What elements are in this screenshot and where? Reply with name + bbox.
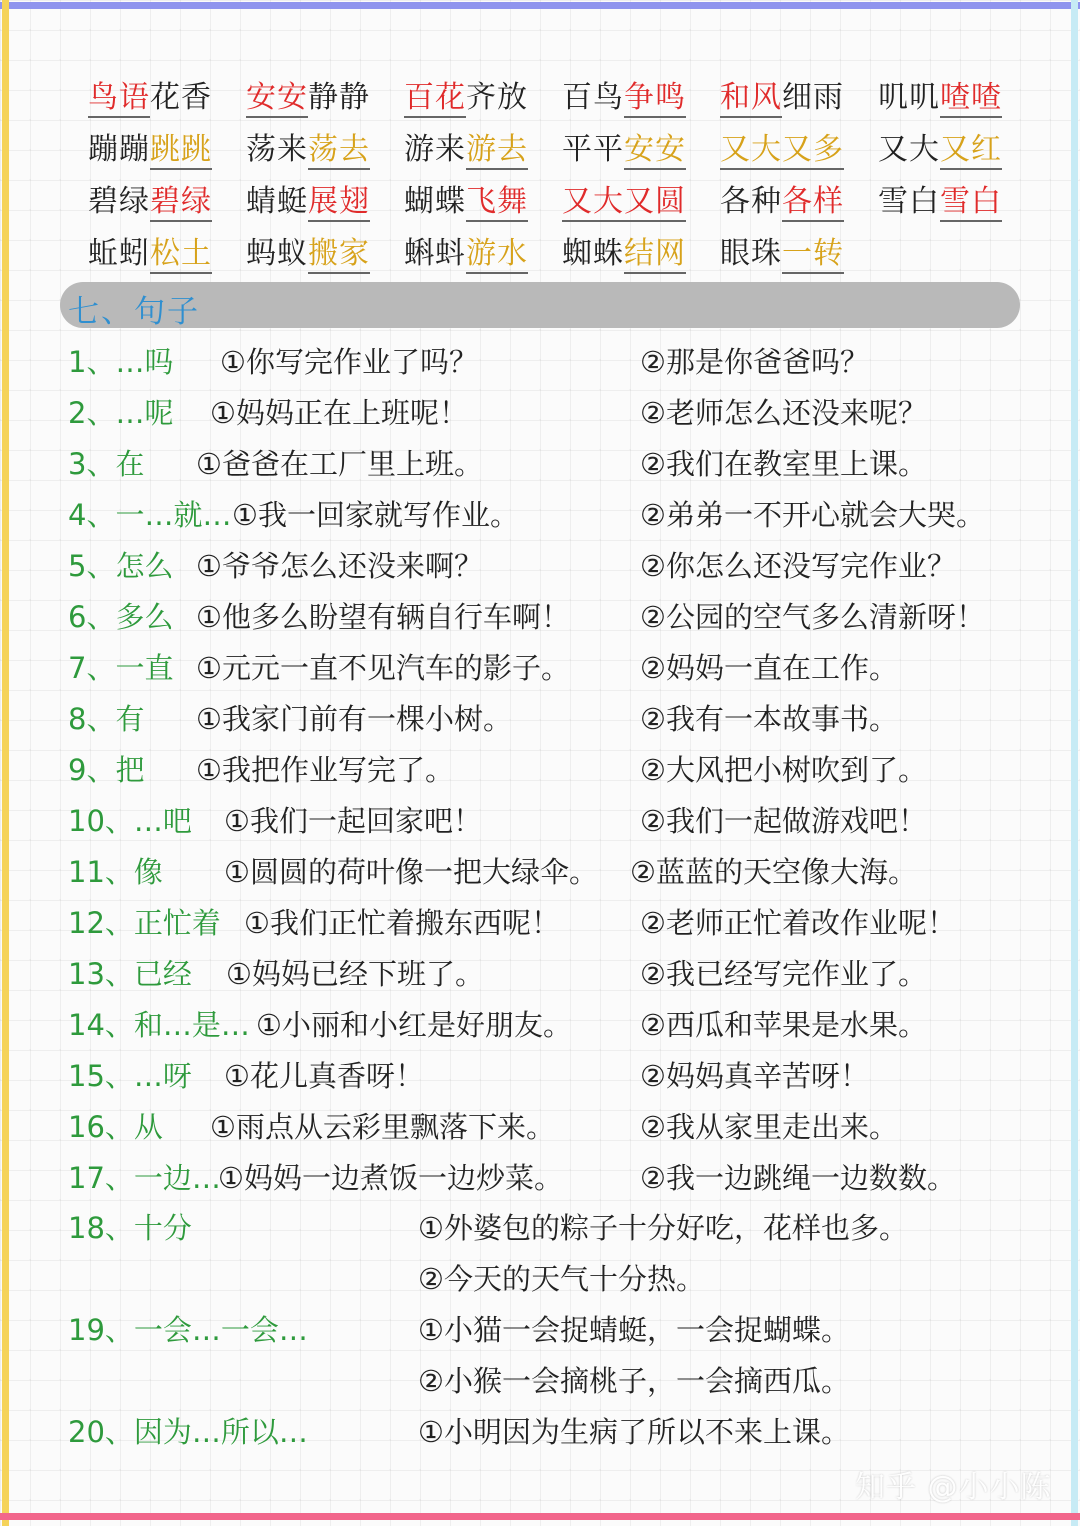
word-part-b: 各样	[782, 184, 844, 222]
example-2: ②我们一起做游戏吧！	[640, 804, 927, 838]
word-part-a: 蜘蛛	[562, 236, 624, 271]
section-banner	[60, 282, 1020, 328]
pattern-label: 15、…呀	[68, 1059, 192, 1093]
pattern-label: 9、把	[68, 753, 145, 787]
word-part-b: 又圆	[624, 184, 686, 222]
example-2: ②我们在教室里上课。	[640, 447, 927, 481]
example-2: ②老师正忙着改作业呢！	[640, 906, 956, 940]
word-part-b: 安安	[624, 132, 686, 170]
word-part-b: 又多	[782, 132, 844, 170]
word-part-a: 荡来	[246, 132, 308, 167]
word-part-b: 一转	[782, 236, 844, 274]
example-1: ①外婆包的粽子十分好吃，花样也多。	[418, 1211, 908, 1245]
word-part-b: 松土	[150, 236, 212, 274]
example-2: ②公园的空气多么清新呀！	[640, 600, 985, 634]
example-1: ①爸爸在工厂里上班。	[196, 447, 483, 481]
word-part-b: 结网	[624, 236, 686, 274]
right-border	[1071, 0, 1078, 1526]
word-part-a: 百花	[404, 80, 466, 118]
example-1: ①妈妈一边煮饭一边炒菜。	[218, 1161, 563, 1195]
pattern-label: 13、已经	[68, 957, 192, 991]
example-2: ②我已经写完作业了。	[640, 957, 927, 991]
word-item	[88, 124, 246, 168]
word-part-a: 又大	[720, 132, 782, 170]
example-1: ①我一回家就写作业。	[232, 498, 519, 532]
word-part-a: 碧绿	[88, 184, 150, 219]
word-part-b: 飞舞	[466, 184, 528, 222]
word-item	[88, 176, 246, 220]
word-part-a: 百鸟	[562, 80, 624, 115]
word-grid	[88, 68, 1048, 276]
word-item	[404, 176, 562, 220]
pattern-label: 12、正忙着	[68, 906, 221, 940]
word-part-a: 鸟语	[88, 80, 150, 118]
word-part-a: 又大	[562, 184, 624, 222]
pattern-label: 1、…吗	[68, 345, 174, 379]
example-1: ①小丽和小红是好朋友。	[256, 1008, 572, 1042]
word-item	[246, 72, 404, 116]
word-item	[720, 72, 878, 116]
word-item	[88, 72, 246, 116]
word-part-b: 花香	[150, 80, 212, 115]
word-part-b: 跳跳	[150, 132, 212, 170]
example-2: ②小猴一会摘桃子，一会摘西瓜。	[418, 1364, 850, 1398]
example-1: ①妈妈正在上班呢！	[210, 396, 468, 430]
word-part-b: 静静	[308, 80, 370, 115]
word-item	[720, 176, 878, 220]
word-part-b: 又红	[940, 132, 1002, 170]
word-part-a: 眼珠	[720, 236, 782, 271]
word-row	[88, 224, 1048, 276]
example-2: ②我有一本故事书。	[640, 702, 898, 736]
word-item	[878, 176, 1036, 220]
word-item	[246, 124, 404, 168]
example-2: ②你怎么还没写完作业？	[640, 549, 956, 583]
word-part-a: 叽叽	[878, 80, 940, 115]
word-part-a: 安安	[246, 80, 308, 118]
left-border	[2, 0, 9, 1526]
pattern-label: 6、多么	[68, 600, 174, 634]
example-2: ②那是你爸爸吗？	[640, 345, 869, 379]
pattern-label: 16、从	[68, 1110, 163, 1144]
word-item	[562, 124, 720, 168]
example-1: ①妈妈已经下班了。	[226, 957, 484, 991]
word-part-a: 蝌蚪	[404, 236, 466, 271]
word-part-a: 雪白	[878, 184, 940, 219]
word-item	[562, 176, 720, 220]
pattern-label: 2、…呢	[68, 396, 174, 430]
pattern-label: 14、和…是…	[68, 1008, 250, 1042]
pattern-label: 3、在	[68, 447, 145, 481]
example-1: ①我们正忙着搬东西呢！	[244, 906, 560, 940]
word-part-a: 和风	[720, 80, 782, 118]
word-item	[246, 176, 404, 220]
word-part-b: 搬家	[308, 236, 370, 274]
pattern-label: 18、十分	[68, 1211, 192, 1245]
example-2: ②老师怎么还没来呢？	[640, 396, 927, 430]
pattern-label: 4、一…就…	[68, 498, 232, 532]
example-2: ②我从家里走出来。	[640, 1110, 898, 1144]
example-2: ②蓝蓝的天空像大海。	[630, 855, 917, 889]
word-part-b: 喳喳	[940, 80, 1002, 118]
example-1: ①你写完作业了吗？	[220, 345, 478, 379]
example-1: ①我们一起回家吧！	[224, 804, 482, 838]
pattern-label: 8、有	[68, 702, 145, 736]
example-2: ②妈妈真辛苦呀！	[640, 1059, 869, 1093]
example-1: ①爷爷怎么还没来啊？	[196, 549, 483, 583]
word-row	[88, 68, 1048, 120]
word-part-a: 蚂蚁	[246, 236, 308, 271]
word-part-a: 平平	[562, 132, 624, 167]
example-2: ②大风把小树吹到了。	[640, 753, 927, 787]
word-part-a: 蚯蚓	[88, 236, 150, 271]
word-part-a: 各种	[720, 184, 782, 219]
word-part-a: 蹦蹦	[88, 132, 150, 167]
word-item	[562, 228, 720, 272]
example-1: ①他多么盼望有辆自行车啊！	[196, 600, 570, 634]
example-2: ②妈妈一直在工作。	[640, 651, 898, 685]
word-part-b: 展翅	[308, 184, 370, 222]
word-part-b: 雪白	[940, 184, 1002, 222]
word-part-a: 蜻蜓	[246, 184, 308, 219]
example-1: ①元元一直不见汽车的影子。	[196, 651, 570, 685]
word-part-b: 齐放	[466, 80, 528, 115]
example-2: ②今天的天气十分热。	[418, 1262, 705, 1296]
example-1: ①我把作业写完了。	[196, 753, 454, 787]
watermark: 知乎 @小小陈	[855, 1470, 1052, 1505]
pattern-label: 7、一直	[68, 651, 174, 685]
pattern-label: 5、怎么	[68, 549, 174, 583]
example-1: ①我家门前有一棵小树。	[196, 702, 512, 736]
word-part-b: 细雨	[782, 80, 844, 115]
top-border	[0, 2, 1080, 9]
example-1: ①花儿真香呀！	[224, 1059, 424, 1093]
word-part-b: 荡去	[308, 132, 370, 170]
example-2: ②弟弟一不开心就会大哭。	[640, 498, 985, 532]
word-part-a: 又大	[878, 132, 940, 167]
word-item	[878, 124, 1036, 168]
word-part-b: 游去	[466, 132, 528, 170]
word-item	[720, 228, 878, 272]
word-item	[878, 72, 1036, 116]
pattern-label: 17、一边…	[68, 1161, 221, 1195]
example-2: ②西瓜和苹果是水果。	[640, 1008, 927, 1042]
example-2: ②我一边跳绳一边数数。	[640, 1161, 956, 1195]
example-1: ①小明因为生病了所以不来上课。	[418, 1415, 850, 1449]
example-1: ①小猫一会捉蜻蜓，一会捉蝴蝶。	[418, 1313, 850, 1347]
word-item	[404, 228, 562, 272]
word-item	[562, 72, 720, 116]
word-part-a: 游来	[404, 132, 466, 167]
example-1: ①雨点从云彩里飘落下来。	[210, 1110, 555, 1144]
pattern-label: 20、因为…所以…	[68, 1415, 308, 1449]
word-row	[88, 120, 1048, 172]
word-part-b: 碧绿	[150, 184, 212, 222]
section-title: 七、句子	[68, 294, 200, 330]
word-row	[88, 172, 1048, 224]
word-item	[246, 228, 404, 272]
word-part-b: 争鸣	[624, 80, 686, 118]
pattern-label: 11、像	[68, 855, 163, 889]
word-item	[88, 228, 246, 272]
word-part-b: 游水	[466, 236, 528, 274]
pattern-label: 19、一会…一会…	[68, 1313, 308, 1347]
pattern-label: 10、…吧	[68, 804, 192, 838]
word-item	[404, 124, 562, 168]
word-item	[720, 124, 878, 168]
example-1: ①圆圆的荷叶像一把大绿伞。	[224, 855, 598, 889]
word-item	[404, 72, 562, 116]
bottom-border	[0, 1513, 1080, 1520]
word-part-a: 蝴蝶	[404, 184, 466, 219]
